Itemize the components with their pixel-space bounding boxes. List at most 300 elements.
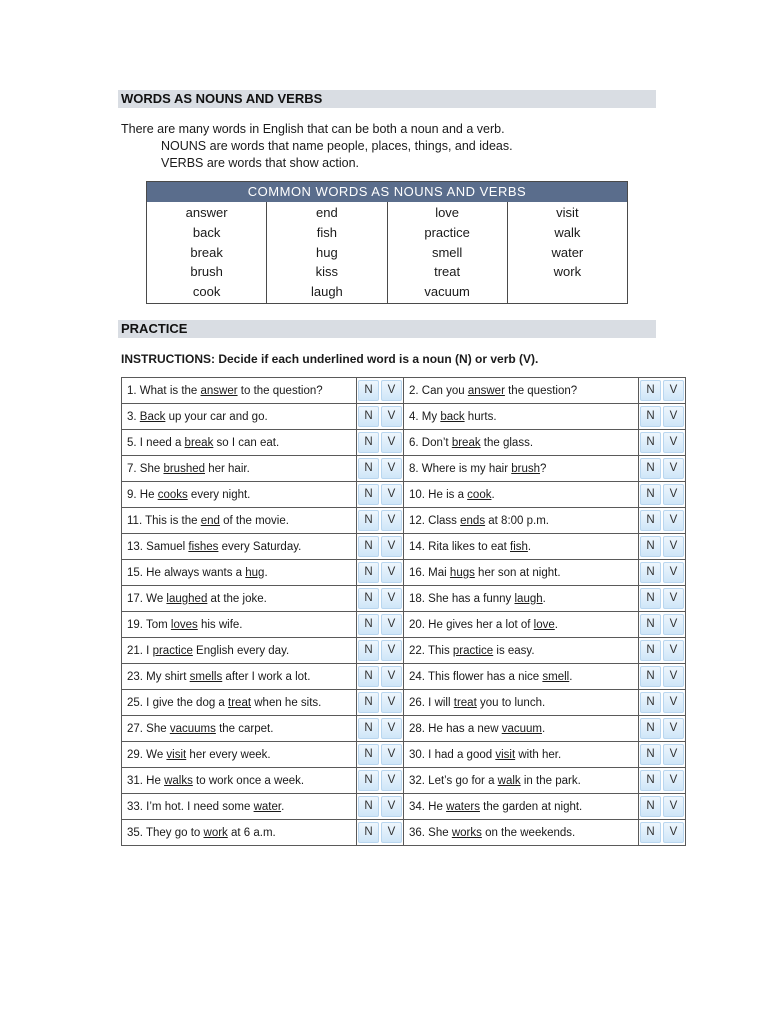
noun-option-button[interactable]: N — [640, 458, 661, 479]
noun-option-button[interactable]: N — [358, 432, 379, 453]
answer-options — [639, 690, 686, 716]
question-text: 20. He gives her a lot of — [409, 618, 534, 631]
question-text: . — [541, 722, 546, 735]
underlined-word: works — [451, 826, 482, 839]
table-row — [122, 508, 686, 534]
question-25 — [122, 690, 357, 716]
answer-options — [639, 768, 686, 794]
question-26 — [404, 690, 639, 716]
verb-option-button[interactable]: V — [663, 770, 684, 791]
verb-option-button[interactable]: V — [381, 588, 402, 609]
question-34 — [404, 794, 639, 820]
verb-option-button[interactable]: V — [663, 588, 684, 609]
noun-option-button[interactable]: N — [358, 380, 379, 401]
question-8 — [404, 456, 639, 482]
answer-options — [357, 586, 404, 612]
answer-options — [357, 768, 404, 794]
question-text: . — [542, 592, 546, 605]
underlined-word: fishes — [188, 540, 219, 553]
noun-option-button[interactable]: N — [640, 770, 661, 791]
question-text: 15. He always wants a — [127, 566, 246, 579]
answer-options-group — [639, 482, 685, 507]
noun-option-button[interactable]: N — [358, 770, 379, 791]
noun-option-button[interactable]: N — [640, 744, 661, 765]
question-text: 4. My — [409, 410, 441, 423]
answer-options — [357, 456, 404, 482]
question-20 — [404, 612, 639, 638]
underlined-word: cooks — [157, 488, 188, 501]
question-32 — [404, 768, 639, 794]
noun-option-button[interactable]: N — [358, 536, 379, 557]
question-18 — [404, 586, 639, 612]
verb-option-button[interactable]: V — [663, 796, 684, 817]
common-words-column — [388, 202, 508, 303]
question-text: every Saturday. — [218, 540, 302, 553]
noun-option-button[interactable]: N — [358, 588, 379, 609]
answer-options-group — [639, 664, 685, 689]
verb-option-button[interactable]: V — [381, 536, 402, 557]
verb-option-button[interactable]: V — [663, 718, 684, 739]
question-text: 27. She — [127, 722, 170, 735]
noun-option-button[interactable]: N — [640, 536, 661, 557]
question-text: when he sits. — [251, 696, 322, 709]
question-text: 10. He is a — [409, 488, 468, 501]
question-text: is easy. — [493, 644, 535, 657]
underlined-word: practice — [152, 644, 193, 657]
answer-options-group — [639, 794, 685, 819]
answer-options — [357, 404, 404, 430]
question-text: . — [527, 540, 532, 553]
verb-option-button[interactable]: V — [381, 458, 402, 479]
underlined-word: walk — [497, 774, 521, 787]
answer-options-group — [357, 534, 403, 559]
verb-option-button[interactable]: V — [381, 796, 402, 817]
answer-options-group — [357, 690, 403, 715]
underlined-word: laughed — [166, 592, 208, 605]
question-text: 24. This flower has a nice — [409, 670, 543, 683]
verb-option-button[interactable]: V — [381, 432, 402, 453]
table-row — [122, 534, 686, 560]
underlined-word: practice — [452, 644, 494, 657]
answer-options-group — [357, 482, 403, 507]
underlined-word: treat — [453, 696, 477, 709]
common-word: break — [190, 244, 223, 260]
answer-options — [639, 378, 686, 404]
table-row — [122, 794, 686, 820]
practice-table — [121, 377, 686, 846]
noun-option-button[interactable]: N — [358, 822, 379, 843]
question-text: 18. She has a funny — [409, 592, 515, 605]
common-word: laugh — [310, 284, 343, 300]
common-word: treat — [434, 264, 461, 280]
answer-options — [639, 794, 686, 820]
verb-option-button[interactable]: V — [663, 562, 684, 583]
verb-option-button[interactable]: V — [381, 562, 402, 583]
question-10 — [404, 482, 639, 508]
question-17 — [122, 586, 357, 612]
noun-option-button[interactable]: N — [358, 484, 379, 505]
question-19 — [122, 612, 357, 638]
answer-options — [639, 612, 686, 638]
answer-options-group — [639, 586, 685, 611]
question-text: 17. We — [127, 592, 167, 605]
answer-options — [639, 456, 686, 482]
underlined-word: answer — [467, 384, 505, 397]
intro-line: There are many words in English that can be both a noun and a verb. — [121, 122, 505, 136]
question-1 — [122, 378, 357, 404]
answer-options-group — [639, 612, 685, 637]
question-text: her every week. — [186, 748, 271, 761]
table-row — [122, 456, 686, 482]
question-text: . — [569, 670, 573, 683]
verb-option-button[interactable]: V — [381, 510, 402, 531]
verb-option-button[interactable]: V — [381, 770, 402, 791]
answer-options-group — [357, 820, 403, 845]
question-text: on the weekends. — [481, 826, 576, 839]
common-words-heading: COMMON WORDS AS NOUNS AND VERBS — [147, 182, 627, 202]
question-text: with her. — [515, 748, 562, 761]
question-text: every night. — [187, 488, 251, 501]
answer-options-group — [357, 664, 403, 689]
answer-options-group — [357, 612, 403, 637]
answer-options-group — [357, 742, 403, 767]
underlined-word: smell — [542, 670, 570, 683]
question-29 — [122, 742, 357, 768]
verb-option-button[interactable]: V — [381, 406, 402, 427]
instructions: INSTRUCTIONS: Decide if each underlined word is a noun (N) or verb (V). — [121, 352, 539, 366]
noun-option-button[interactable]: N — [640, 484, 661, 505]
question-text: to work once a week. — [192, 774, 305, 787]
common-words-column — [147, 202, 267, 303]
answer-options — [639, 534, 686, 560]
common-word: love — [435, 205, 460, 220]
answer-options-group — [639, 716, 685, 741]
verb-option-button[interactable]: V — [663, 406, 684, 427]
answer-options-group — [639, 742, 685, 767]
question-21 — [122, 638, 357, 664]
answer-options-group — [639, 404, 685, 429]
question-text: 34. He — [409, 800, 447, 813]
noun-option-button[interactable]: N — [640, 432, 661, 453]
question-text: at 8:00 p.m. — [485, 514, 550, 527]
verb-option-button[interactable]: V — [381, 692, 402, 713]
answer-options — [357, 430, 404, 456]
answer-options-group — [639, 820, 685, 845]
answer-options-group — [357, 430, 403, 455]
underlined-word: visit — [495, 748, 516, 761]
underlined-word: ends — [460, 514, 486, 527]
underlined-word: laugh — [514, 592, 543, 605]
table-row — [122, 716, 686, 742]
underlined-word: loves — [170, 618, 198, 631]
question-30 — [404, 742, 639, 768]
verb-option-button[interactable]: V — [663, 536, 684, 557]
verb-option-button[interactable]: V — [381, 484, 402, 505]
noun-option-button[interactable]: N — [640, 406, 661, 427]
table-row — [122, 560, 686, 586]
question-text: 35. They go to — [127, 826, 204, 839]
common-word: work — [553, 264, 582, 280]
question-text: 25. I give the dog a — [127, 696, 229, 709]
answer-options — [357, 690, 404, 716]
underlined-word: back — [440, 410, 465, 423]
verb-option-button[interactable]: V — [381, 614, 402, 635]
answer-options — [639, 638, 686, 664]
question-text: 26. I will — [409, 696, 454, 709]
question-5 — [122, 430, 357, 456]
question-6 — [404, 430, 639, 456]
answer-options — [357, 378, 404, 404]
answer-options — [639, 482, 686, 508]
common-word: cook — [192, 284, 221, 300]
noun-option-button[interactable]: N — [358, 692, 379, 713]
answer-options — [357, 716, 404, 742]
table-row — [122, 690, 686, 716]
question-text: 36. She — [409, 826, 452, 839]
table-row — [122, 820, 686, 846]
noun-option-button[interactable]: N — [640, 796, 661, 817]
noun-option-button[interactable]: N — [358, 510, 379, 531]
question-text: hurts. — [464, 410, 497, 423]
answer-options-group — [357, 404, 403, 429]
question-16 — [404, 560, 639, 586]
noun-option-button[interactable]: N — [358, 796, 379, 817]
verb-option-button[interactable]: V — [663, 432, 684, 453]
question-36 — [404, 820, 639, 846]
noun-option-button[interactable]: N — [640, 640, 661, 661]
question-text: you to lunch. — [476, 696, 546, 709]
common-word: fish — [316, 224, 337, 240]
question-23 — [122, 664, 357, 690]
question-text: 21. I — [127, 644, 153, 657]
question-28 — [404, 716, 639, 742]
answer-options-group — [357, 586, 403, 611]
noun-option-button[interactable]: N — [640, 822, 661, 843]
noun-option-button[interactable]: N — [640, 666, 661, 687]
answer-options-group — [639, 768, 685, 793]
verb-option-button[interactable]: V — [663, 822, 684, 843]
answer-options-group — [357, 638, 403, 663]
answer-options — [639, 820, 686, 846]
question-text: the glass. — [480, 436, 534, 449]
question-14 — [404, 534, 639, 560]
noun-option-button[interactable]: N — [358, 718, 379, 739]
verb-option-button[interactable]: V — [663, 510, 684, 531]
verb-option-button[interactable]: V — [381, 718, 402, 739]
underlined-word: brushed — [163, 462, 206, 475]
question-13 — [122, 534, 357, 560]
answer-options-group — [639, 638, 685, 663]
noun-option-button[interactable]: N — [640, 614, 661, 635]
answer-options — [639, 586, 686, 612]
question-text: her hair. — [205, 462, 250, 475]
answer-options-group — [357, 560, 403, 585]
table-row — [122, 638, 686, 664]
underlined-word: break — [184, 436, 214, 449]
common-word: walk — [554, 224, 581, 240]
question-text: 8. Where is my hair — [409, 462, 512, 475]
question-text: the question? — [504, 384, 578, 397]
question-text: 3. — [127, 410, 140, 423]
table-row — [122, 430, 686, 456]
common-word: water — [551, 244, 584, 260]
verb-option-button[interactable]: V — [663, 380, 684, 401]
verb-option-button[interactable]: V — [663, 692, 684, 713]
question-text: 30. I had a good — [409, 748, 496, 761]
question-text: 7. She — [127, 462, 164, 475]
common-words-column — [508, 202, 627, 303]
common-word: kiss — [315, 264, 339, 280]
answer-options — [639, 508, 686, 534]
question-text: 9. He — [127, 488, 158, 501]
verb-option-button[interactable]: V — [381, 822, 402, 843]
answer-options-group — [639, 690, 685, 715]
question-text: so I can eat. — [213, 436, 280, 449]
common-word: hug — [316, 244, 338, 260]
noun-option-button[interactable]: N — [640, 718, 661, 739]
underlined-word: Back — [139, 410, 166, 423]
underlined-word: work — [203, 826, 228, 839]
question-9 — [122, 482, 357, 508]
underlined-word: end — [200, 514, 220, 527]
noun-option-button[interactable]: N — [358, 458, 379, 479]
answer-options — [357, 820, 404, 846]
answer-options — [357, 742, 404, 768]
noun-option-button[interactable]: N — [358, 406, 379, 427]
question-35 — [122, 820, 357, 846]
answer-options — [357, 638, 404, 664]
question-text: in the park. — [520, 774, 581, 787]
question-text: up your car and go. — [165, 410, 268, 423]
noun-option-button[interactable]: N — [640, 510, 661, 531]
answer-options — [357, 664, 404, 690]
noun-option-button[interactable]: N — [640, 562, 661, 583]
table-row — [122, 482, 686, 508]
verb-option-button[interactable]: V — [663, 666, 684, 687]
noun-option-button[interactable]: N — [358, 666, 379, 687]
question-text: 32. Let’s go for a — [409, 774, 498, 787]
noun-option-button[interactable]: N — [358, 562, 379, 583]
answer-options — [357, 534, 404, 560]
underlined-word: treat — [228, 696, 252, 709]
noun-option-button[interactable]: N — [358, 744, 379, 765]
question-11 — [122, 508, 357, 534]
underlined-word: fish — [510, 540, 528, 553]
common-words-grid — [147, 202, 627, 303]
question-text: . — [264, 566, 268, 579]
table-row — [122, 404, 686, 430]
answer-options — [357, 612, 404, 638]
common-word: brush — [190, 264, 223, 280]
table-row — [122, 612, 686, 638]
question-24 — [404, 664, 639, 690]
question-text: 6. Don’t — [409, 436, 452, 449]
intro-text — [121, 121, 513, 172]
noun-option-button[interactable]: N — [358, 640, 379, 661]
underlined-word: vacuum — [501, 722, 542, 735]
question-text: 33. I’m hot. I need some — [127, 800, 254, 813]
question-text: 31. He — [127, 774, 165, 787]
answer-options-group — [639, 534, 685, 559]
question-text: 28. He has a new — [409, 722, 502, 735]
noun-option-button[interactable]: N — [640, 588, 661, 609]
table-row — [122, 664, 686, 690]
question-text: 16. Mai — [409, 566, 450, 579]
answer-options — [357, 508, 404, 534]
question-27 — [122, 716, 357, 742]
verb-option-button[interactable]: V — [663, 458, 684, 479]
underlined-word: visit — [166, 748, 187, 761]
answer-options-group — [639, 430, 685, 455]
answer-options — [639, 560, 686, 586]
table-row — [122, 378, 686, 404]
underlined-word: smells — [189, 670, 223, 683]
answer-options — [639, 404, 686, 430]
question-text: to the question? — [237, 384, 323, 397]
question-text: his wife. — [197, 618, 243, 631]
answer-options — [639, 664, 686, 690]
question-text: . — [281, 800, 285, 813]
verb-option-button[interactable]: V — [663, 614, 684, 635]
verb-option-button[interactable]: V — [663, 640, 684, 661]
verb-option-button[interactable]: V — [381, 640, 402, 661]
verb-option-button[interactable]: V — [663, 484, 684, 505]
answer-options — [639, 430, 686, 456]
answer-options-group — [357, 768, 403, 793]
question-text: . — [554, 618, 558, 631]
question-text: 14. Rita likes to eat — [409, 540, 510, 553]
answer-options-group — [639, 378, 685, 403]
underlined-word: water — [253, 800, 282, 813]
verb-option-button[interactable]: V — [381, 380, 402, 401]
verb-option-button[interactable]: V — [381, 666, 402, 687]
answer-options — [639, 742, 686, 768]
question-text: 19. Tom — [127, 618, 171, 631]
underlined-word: break — [451, 436, 481, 449]
question-12 — [404, 508, 639, 534]
question-text: the carpet. — [215, 722, 274, 735]
verb-option-button[interactable]: V — [381, 744, 402, 765]
question-15 — [122, 560, 357, 586]
page-title: WORDS AS NOUNS AND VERBS — [118, 90, 656, 108]
answer-options-group — [357, 456, 403, 481]
table-row — [122, 742, 686, 768]
verb-option-button[interactable]: V — [663, 744, 684, 765]
underlined-word: walks — [164, 774, 193, 787]
common-word: practice — [424, 224, 470, 240]
common-word: vacuum — [424, 284, 470, 300]
noun-option-button[interactable]: N — [640, 380, 661, 401]
question-2 — [404, 378, 639, 404]
common-word: answer — [185, 205, 228, 220]
answer-options — [357, 560, 404, 586]
underlined-word: brush — [511, 462, 541, 475]
answer-options-group — [357, 378, 403, 403]
question-text: ? — [540, 462, 547, 475]
question-3 — [122, 404, 357, 430]
answer-options-group — [639, 560, 685, 585]
question-text: at the joke. — [207, 592, 267, 605]
underlined-word: love — [533, 618, 555, 631]
answer-options-group — [357, 794, 403, 819]
noun-option-button[interactable]: N — [640, 692, 661, 713]
noun-option-button[interactable]: N — [358, 614, 379, 635]
question-text: of the movie. — [219, 514, 289, 527]
question-text: 13. Samuel — [127, 540, 189, 553]
practice-title: PRACTICE — [118, 320, 656, 338]
underlined-word: hug — [245, 566, 265, 579]
common-words-table — [146, 181, 628, 304]
